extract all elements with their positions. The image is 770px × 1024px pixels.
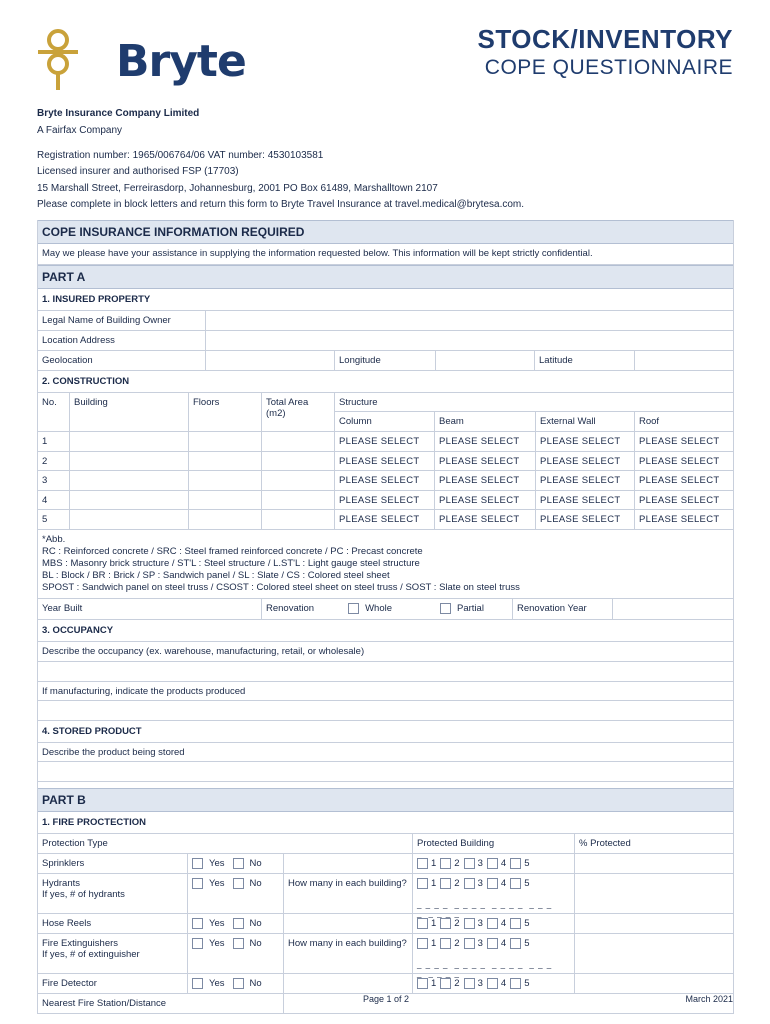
building-checkbox[interactable] [464, 918, 483, 929]
col-roof: Roof [639, 416, 660, 427]
floors-field[interactable] [189, 471, 262, 490]
cope-form [37, 220, 734, 1014]
abbreviation-line: RC : Reinforced concrete / SRC : Steel framed reinforced concrete / PC : Precast concrete [42, 545, 423, 557]
yes-checkbox[interactable] [192, 878, 225, 889]
roof-select[interactable]: PLEASE SELECT [639, 514, 720, 525]
building-checkbox[interactable] [440, 858, 459, 869]
protection-type-sub: If yes, # of hydrants [42, 888, 125, 900]
building-number: 4 [500, 937, 507, 949]
protected-building-options [413, 874, 575, 918]
nearest-station-field[interactable] [284, 994, 733, 1013]
no-label: No [249, 877, 262, 889]
col-wall: External Wall [536, 412, 635, 431]
fire-row [38, 974, 733, 994]
no-checkbox[interactable] [233, 918, 262, 929]
building-checkbox[interactable] [417, 918, 436, 929]
location-field[interactable] [206, 331, 733, 350]
beam-select[interactable]: PLEASE SELECT [435, 471, 536, 490]
building-checkbox[interactable] [417, 858, 436, 869]
company-address: 15 Marshall Street, Ferreirasdorp, Johannesburg, 2001 PO Box 61489, Marshalltown 2107 [37, 183, 438, 194]
protection-type-name: Hydrants [42, 877, 81, 889]
abbreviation-line: BL : Block / BR : Brick / SP : Sandwich panel / SL : Slate / CS : Colored steel sheet [42, 569, 390, 581]
protected-building-options [413, 854, 575, 873]
column-select[interactable]: PLEASE SELECT [335, 432, 435, 451]
protection-type-sub: If yes, # of extinguisher [42, 948, 140, 960]
count-blank[interactable]: _ _ _ _ [417, 959, 553, 978]
percent-protected-field[interactable] [575, 974, 733, 993]
latitude-label: Latitude [535, 351, 635, 370]
roof-select[interactable]: PLEASE SELECT [639, 436, 720, 447]
renovation-year-label: Renovation Year [512, 599, 613, 619]
protection-type-name: Sprinklers [42, 857, 85, 869]
logo-text: Bryte [116, 36, 246, 87]
count-blank[interactable]: _ _ _ _ [417, 899, 449, 909]
construction-row [38, 432, 733, 452]
building-number: 5 [524, 877, 530, 889]
abbreviation-line: MBS : Masonry brick structure / ST'L : Steel structure / L.ST'L : Light gauge steel structure [42, 557, 420, 569]
count-blank[interactable]: _ _ _ _ [417, 959, 449, 969]
floors-field[interactable] [189, 491, 262, 510]
protected-building-options [413, 934, 575, 978]
building-checkbox[interactable] [510, 878, 529, 889]
partial-checkbox[interactable] [440, 603, 484, 614]
col-percent-protected: % Protected [579, 837, 631, 849]
building-number: 3 [477, 937, 483, 949]
protection-type-name: Fire Extinguishers [42, 937, 119, 949]
yes-checkbox[interactable] [192, 938, 225, 949]
no-checkbox[interactable] [233, 938, 262, 949]
building-field[interactable] [70, 491, 189, 510]
building-number: 2 [454, 877, 460, 889]
wall-select[interactable]: PLEASE SELECT [536, 432, 635, 451]
building-checkbox[interactable] [510, 938, 529, 949]
building-number: 1 [431, 917, 437, 929]
building-number: 2 [454, 977, 460, 989]
legal-name-label: Legal Name of Building Owner [38, 311, 206, 330]
longitude-field[interactable] [436, 351, 535, 370]
column-select[interactable]: PLEASE SELECT [335, 452, 435, 471]
col-no: No. [38, 393, 70, 431]
protected-building-options [413, 914, 575, 933]
construction-row [38, 452, 733, 472]
wall-select[interactable]: PLEASE SELECT [536, 510, 635, 529]
floors-field[interactable] [189, 432, 262, 451]
area-field[interactable] [262, 471, 335, 490]
yes-label: Yes [209, 917, 225, 929]
building-number: 1 [431, 937, 437, 949]
no-checkbox[interactable] [233, 978, 262, 989]
form-date: March 2021 [685, 994, 733, 1004]
building-number: 5 [524, 857, 530, 869]
row-number: 1 [38, 432, 70, 451]
part-b-heading: PART B [38, 788, 733, 812]
floors-field[interactable] [189, 510, 262, 529]
column-select[interactable]: PLEASE SELECT [335, 510, 435, 529]
beam-select[interactable]: PLEASE SELECT [435, 510, 536, 529]
building-checkbox[interactable] [440, 978, 459, 989]
percent-protected-field[interactable] [575, 854, 733, 873]
no-label: No [249, 937, 262, 949]
abbreviations [38, 530, 733, 599]
roof-select[interactable]: PLEASE SELECT [639, 494, 720, 506]
col-building: Building [70, 393, 189, 431]
building-number: 1 [431, 977, 437, 989]
protection-type-label [38, 934, 188, 973]
area-field[interactable] [262, 432, 335, 451]
building-checkbox[interactable] [440, 918, 459, 929]
building-number: 4 [500, 857, 507, 869]
building-field[interactable] [70, 432, 189, 451]
longitude-label: Longitude [335, 351, 436, 370]
row-number: 2 [38, 452, 70, 471]
col-area: Total Area (m2) [262, 393, 335, 431]
roof-select[interactable]: PLEASE SELECT [639, 475, 720, 486]
protection-type-label [38, 874, 188, 913]
yes-checkbox[interactable] [192, 858, 225, 869]
company-registration: Registration number: 1965/006764/06 VAT number: 4530103581 [37, 150, 324, 161]
wall-select[interactable]: PLEASE SELECT [536, 471, 635, 490]
wall-select[interactable]: PLEASE SELECT [536, 491, 635, 510]
beam-select[interactable]: PLEASE SELECT [435, 491, 536, 510]
floors-field[interactable] [189, 452, 262, 471]
fire-row [38, 934, 733, 978]
building-number: 3 [477, 977, 483, 989]
occupancy-title: 3. OCCUPANCY [42, 624, 114, 636]
no-checkbox[interactable] [233, 858, 262, 869]
building-number: 2 [454, 937, 460, 949]
occupancy-describe: Describe the occupancy (ex. warehouse, manufacturing, retail, or wholesale) [42, 645, 365, 657]
col-protected-building: Protected Building [413, 834, 575, 853]
fire-row [38, 854, 733, 874]
protected-building-options [413, 974, 575, 993]
protection-type-label [38, 854, 188, 873]
how-many-question [284, 854, 413, 873]
building-checkbox[interactable] [464, 858, 483, 869]
form-title: STOCK/INVENTORY [477, 24, 733, 54]
construction-row [38, 471, 733, 491]
building-checkbox[interactable] [417, 978, 436, 989]
building-field[interactable] [70, 452, 189, 471]
form-subtitle: COPE QUESTIONNAIRE [484, 56, 733, 79]
building-checkbox[interactable] [510, 858, 529, 869]
geolocation-label: Geolocation [38, 351, 206, 370]
percent-protected-field[interactable] [575, 934, 733, 973]
form-instruction: Please complete in block letters and return this form to Bryte Travel Insurance at travel.medical@brytesa.com. [37, 199, 525, 210]
count-blank[interactable]: _ _ _ _ [454, 959, 486, 969]
yes-no-options [188, 874, 284, 913]
how-many-question [284, 974, 413, 993]
row-number: 5 [38, 510, 70, 529]
building-checkbox[interactable] [464, 878, 483, 889]
construction-row [38, 510, 733, 530]
construction-title: 2. CONSTRUCTION [42, 376, 130, 387]
stored-describe: Describe the product being stored [42, 746, 185, 758]
col-column: Column [335, 412, 435, 431]
fire-row [38, 914, 733, 934]
abbreviation-line: SPOST : Sandwich panel on steel truss / CSOST : Colored steel sheet on steel truss / SOST : Slate on steel truss [42, 581, 520, 593]
percent-protected-field[interactable] [575, 914, 733, 933]
area-field[interactable] [262, 452, 335, 471]
row-number: 3 [38, 471, 70, 490]
building-checkbox[interactable] [417, 938, 436, 949]
building-checkbox[interactable] [487, 878, 506, 889]
building-checkbox[interactable] [440, 878, 459, 889]
count-blank[interactable]: _ _ _ _ [428, 908, 460, 918]
company-license: Licensed insurer and authorised FSP (17703) [37, 166, 239, 177]
building-checkbox[interactable] [487, 858, 506, 869]
manufacturing-field[interactable] [38, 701, 733, 721]
page-number: Page 1 of 2 [363, 994, 410, 1004]
yes-no-options [188, 914, 284, 933]
building-checkbox[interactable] [487, 978, 506, 989]
fire-row [38, 874, 733, 918]
how-many-question [284, 914, 413, 933]
building-number: 1 [431, 857, 437, 869]
building-number: 2 [454, 917, 460, 929]
building-field[interactable] [70, 510, 189, 529]
renovation-year-field[interactable] [613, 599, 733, 619]
no-checkbox[interactable] [233, 878, 262, 889]
yes-no-options [188, 854, 284, 873]
building-number: 2 [454, 857, 460, 869]
manufacturing-label: If manufacturing, indicate the products produced [42, 685, 246, 697]
yes-no-options [188, 974, 284, 993]
roof-select[interactable]: PLEASE SELECT [639, 455, 720, 467]
location-label: Location Address [38, 331, 206, 350]
building-checkbox[interactable] [464, 938, 483, 949]
no-label: No [249, 917, 262, 929]
stored-field[interactable] [38, 762, 733, 782]
percent-protected-field[interactable] [575, 874, 733, 913]
no-label: No [249, 857, 262, 869]
building-checkbox[interactable] [417, 878, 436, 889]
whole-checkbox[interactable] [348, 603, 392, 614]
area-field[interactable] [262, 510, 335, 529]
yes-label: Yes [209, 857, 225, 869]
building-number: 4 [500, 877, 507, 889]
bryte-logo [36, 26, 246, 92]
building-checkbox[interactable] [464, 978, 483, 989]
cope-note: May we please have your assistance in supplying the information requested below. This information will be kept strictly confidential. [42, 248, 593, 259]
part-a-heading: PART A [38, 265, 733, 289]
building-checkbox[interactable] [510, 918, 529, 929]
building-number: 4 [500, 917, 507, 929]
yes-checkbox[interactable] [192, 918, 225, 929]
count-blank[interactable]: _ _ _ _ [491, 959, 524, 969]
yes-label: Yes [209, 877, 225, 889]
company-parent: A Fairfax Company [37, 125, 123, 136]
row-number: 4 [38, 491, 70, 510]
col-protection-type: Protection Type [38, 834, 413, 853]
col-structure: Structure [335, 393, 733, 412]
yes-label: Yes [209, 937, 225, 949]
whole-label: Whole [365, 602, 392, 614]
company-name: Bryte Insurance Company Limited [37, 108, 200, 119]
building-number: 5 [524, 917, 530, 929]
building-number: 3 [477, 857, 483, 869]
partial-label: Partial [457, 602, 484, 614]
building-number: 3 [477, 877, 483, 889]
building-checkbox[interactable] [440, 938, 459, 949]
count-blank[interactable]: _ _ _ _ [491, 899, 524, 909]
building-number: 1 [431, 877, 437, 889]
protection-type-label [38, 914, 188, 933]
building-checkbox[interactable] [487, 938, 506, 949]
year-built-label: Year Built [38, 599, 262, 619]
renovation-label: Renovation [266, 602, 315, 614]
geolocation-field[interactable] [206, 351, 335, 370]
count-blank[interactable]: _ _ _ _ [428, 968, 460, 978]
latitude-field[interactable] [635, 351, 733, 370]
occupancy-field[interactable] [38, 662, 733, 682]
legal-name-field[interactable] [206, 311, 733, 330]
count-blank[interactable]: _ _ _ _ [454, 899, 486, 909]
nearest-station-label: Nearest Fire Station/Distance [38, 994, 284, 1013]
count-blank[interactable]: _ _ _ _ [417, 899, 553, 918]
building-checkbox[interactable] [487, 918, 506, 929]
abbreviation-line: *Abb. [42, 533, 66, 545]
building-number: 3 [477, 917, 483, 929]
building-number: 5 [524, 937, 530, 949]
protection-type-name: Hose Reels [42, 917, 92, 929]
how-many-question: How many in each building? [284, 934, 413, 973]
building-number: 5 [524, 977, 530, 989]
protection-type-name: Fire Detector [42, 977, 97, 989]
protection-type-label [38, 974, 188, 993]
how-many-question: How many in each building? [284, 874, 413, 913]
col-floors: Floors [189, 393, 262, 431]
yes-checkbox[interactable] [192, 978, 225, 989]
building-checkbox[interactable] [510, 978, 529, 989]
column-select[interactable]: PLEASE SELECT [335, 471, 435, 490]
no-label: No [249, 977, 262, 989]
column-select[interactable]: PLEASE SELECT [335, 491, 435, 510]
col-beam: Beam [435, 412, 536, 431]
construction-row [38, 491, 733, 511]
cope-heading: COPE INSURANCE INFORMATION REQUIRED [38, 220, 733, 244]
building-field[interactable] [70, 471, 189, 490]
beam-select[interactable]: PLEASE SELECT [435, 452, 536, 471]
fire-title: 1. FIRE PROCTECTION [42, 816, 146, 828]
stored-title: 4. STORED PRODUCT [42, 725, 142, 737]
area-field[interactable] [262, 491, 335, 510]
beam-select[interactable]: PLEASE SELECT [435, 432, 536, 451]
yes-no-options [188, 934, 284, 973]
bryte-knot-icon [36, 26, 80, 92]
wall-select[interactable]: PLEASE SELECT [536, 452, 635, 471]
yes-label: Yes [209, 977, 225, 989]
building-number: 4 [500, 977, 507, 989]
insured-property-title: 1. INSURED PROPERTY [42, 294, 151, 305]
